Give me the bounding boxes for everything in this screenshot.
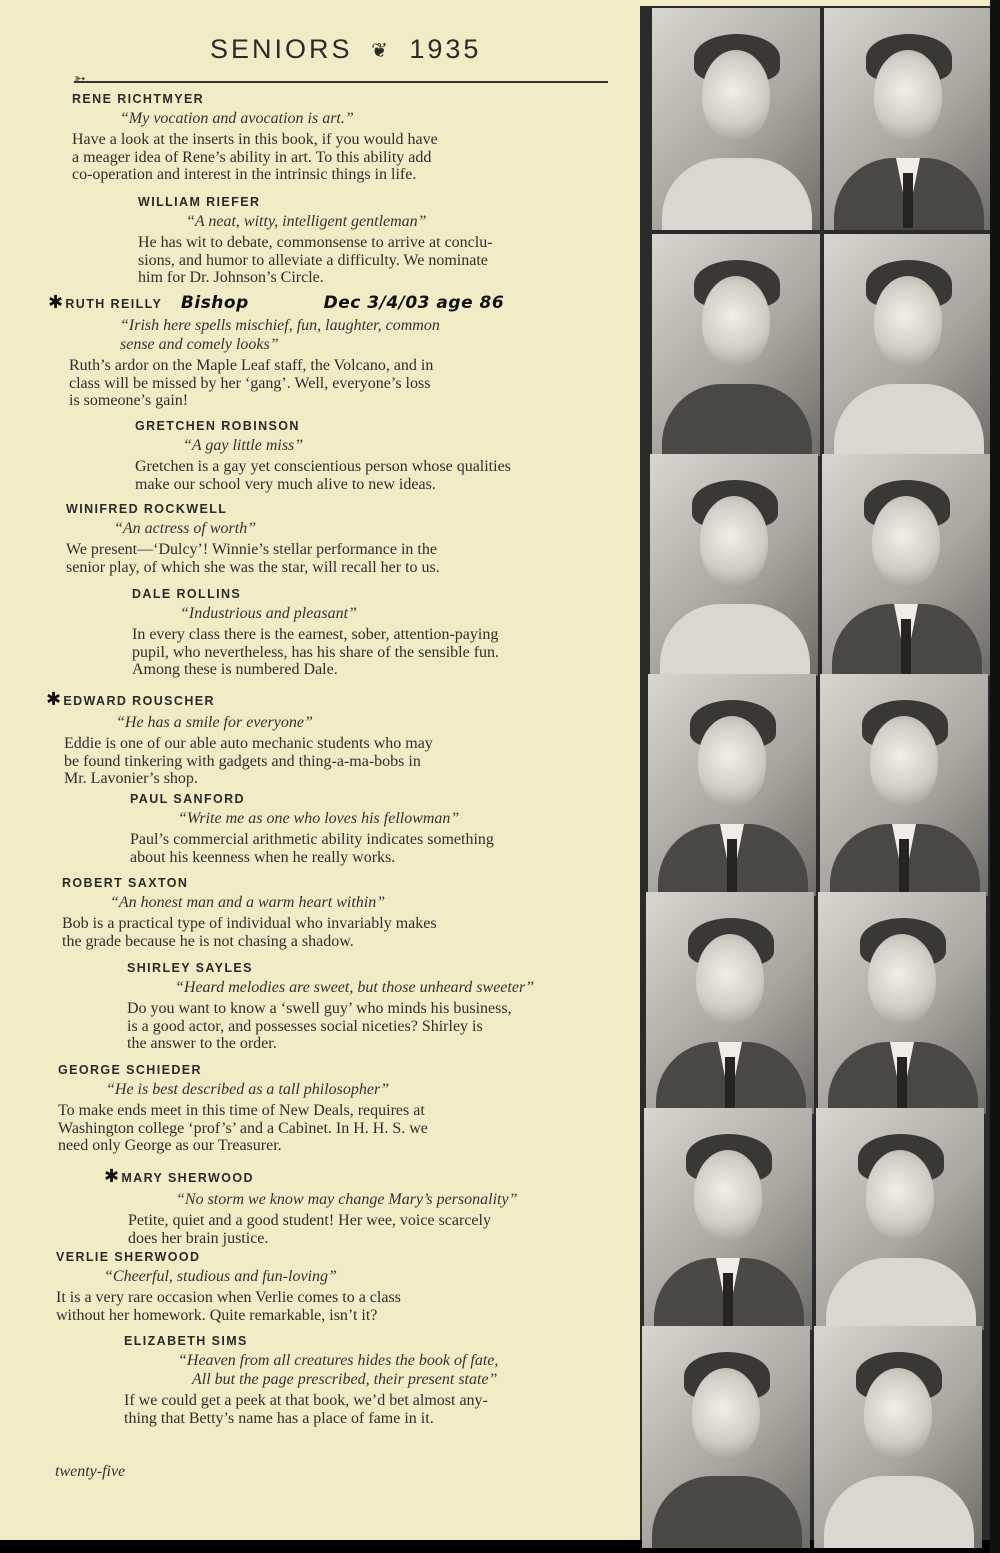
- portrait-photo: [822, 454, 990, 676]
- bio-line: is a good actor, and possesses social niceties? Shirley is: [127, 1017, 483, 1035]
- bio-line: We present—‘Dulcy’! Winnie’s stellar performance in the: [66, 541, 437, 558]
- senior-name: EDWARD ROUSCHER: [63, 694, 215, 708]
- bio-line: make our school very much alive to new ideas.: [135, 475, 436, 493]
- handwritten-star-mark: ✱: [48, 292, 65, 312]
- quote-line: All but the page prescribed, their present state”: [192, 1371, 498, 1388]
- senior-quote: “Cheerful, studious and fun-loving”: [104, 1268, 337, 1285]
- bio-line: Washington college ‘prof’s’ and a Cabinet. In H. H. S. we: [58, 1119, 428, 1137]
- senior-entry: [130, 792, 610, 866]
- maple-leaf-icon: ❦: [371, 40, 391, 63]
- senior-quote: “Heard melodies are sweet, but those unheard sweeter”: [175, 979, 535, 996]
- bio-line: To make ends meet in this time of New Deals, requires at: [58, 1102, 425, 1119]
- senior-bio: [124, 1392, 614, 1427]
- senior-quote: “A gay little miss”: [183, 437, 304, 454]
- portrait-grid: [640, 6, 992, 1540]
- portrait-photo: [646, 892, 814, 1114]
- senior-bio: [66, 541, 626, 576]
- senior-name: ROBERT SAXTON: [62, 876, 189, 890]
- bio-line: Paul’s commercial arithmetic ability indicates something: [130, 831, 494, 848]
- senior-quote: [120, 316, 618, 354]
- senior-name: ELIZABETH SIMS: [124, 1334, 248, 1348]
- senior-bio: [132, 626, 612, 679]
- senior-name: GEORGE SCHIEDER: [58, 1063, 202, 1077]
- senior-bio: [58, 1102, 618, 1155]
- page-edge: [990, 0, 1000, 1553]
- senior-quote: [178, 1351, 614, 1389]
- bio-line: a meager idea of Rene’s ability in art. To this ability add: [72, 148, 432, 166]
- bio-line: In every class there is the earnest, sober, attention-paying: [132, 626, 499, 643]
- senior-bio: [64, 735, 606, 788]
- senior-entry: [58, 1063, 618, 1155]
- quote-line: sense and comely looks”: [120, 336, 279, 353]
- senior-bio: [128, 1212, 604, 1247]
- portrait-photo: [814, 1326, 982, 1548]
- senior-name: GRETCHEN ROBINSON: [135, 419, 300, 433]
- bio-line: about his keenness when he really works.: [130, 848, 396, 866]
- senior-bio: [127, 1000, 607, 1053]
- bio-line: Gretchen is a gay yet conscientious person whose qualities: [135, 458, 511, 475]
- bio-line: Do you want to know a ‘swell guy’ who minds his business,: [127, 1000, 512, 1017]
- bio-line: thing that Betty’s name has a place of fame in it.: [124, 1409, 434, 1427]
- arrow-ornament-icon: ➳: [74, 72, 86, 87]
- bio-line: sions, and humor to alleviate a difficulty. We nominate: [138, 251, 488, 269]
- bio-line: need only George as our Treasurer.: [58, 1137, 282, 1154]
- portrait-photo: [644, 1108, 812, 1330]
- portrait-photo: [650, 454, 818, 676]
- bio-line: without her homework. Quite remarkable, isn’t it?: [56, 1306, 378, 1324]
- senior-name: SHIRLEY SAYLES: [127, 961, 253, 975]
- senior-quote: “He has a smile for everyone”: [116, 714, 313, 731]
- senior-entry: [104, 1166, 604, 1247]
- bio-line: Petite, quiet and a good student! Her wee, voice scarcely: [128, 1212, 491, 1229]
- handwritten-star-mark: ✱: [46, 689, 63, 709]
- handwritten-note: Dec 3/4/03 age 86: [323, 293, 505, 313]
- senior-bio: [130, 831, 610, 866]
- senior-name-row: [46, 689, 606, 710]
- senior-quote: “Industrious and pleasant”: [180, 605, 357, 622]
- portrait-photo: [652, 234, 820, 456]
- header-year: 1935: [409, 34, 482, 64]
- bio-line: class will be missed by her ‘gang’. Well, everyone’s loss: [69, 374, 431, 392]
- senior-quote: “My vocation and avocation is art.”: [120, 110, 354, 127]
- senior-bio: [138, 234, 618, 287]
- bio-line: does her brain justice.: [128, 1229, 269, 1247]
- page-number: twenty-five: [55, 1463, 126, 1480]
- senior-bio: [62, 915, 622, 950]
- bio-line: It is a very rare occasion when Verlie comes to a class: [56, 1289, 401, 1306]
- senior-bio: [69, 357, 618, 410]
- bio-line: Among these is numbered Dale.: [132, 661, 338, 678]
- senior-name-row: [48, 292, 618, 313]
- senior-bio: [72, 131, 632, 184]
- portrait-photo: [824, 8, 992, 230]
- portrait-photo: [816, 1108, 984, 1330]
- senior-name: WINIFRED ROCKWELL: [66, 502, 228, 516]
- senior-entry: [66, 502, 626, 576]
- senior-entry: [135, 419, 615, 493]
- senior-name: RUTH REILLY: [65, 297, 163, 311]
- senior-name: DALE ROLLINS: [132, 587, 242, 601]
- senior-quote: “An honest man and a warm heart within”: [110, 894, 386, 911]
- bio-line: Eddie is one of our able auto mechanic students who may: [64, 735, 433, 752]
- portrait-photo: [648, 674, 816, 896]
- bio-line: the grade because he is not chasing a shadow.: [62, 932, 354, 950]
- senior-name: MARY SHERWOOD: [121, 1171, 254, 1185]
- bio-line: Bob is a practical type of individual who invariably makes: [62, 915, 437, 932]
- bio-line: him for Dr. Johnson’s Circle.: [138, 269, 324, 286]
- senior-entry: [132, 587, 612, 679]
- senior-entry: [62, 876, 622, 950]
- senior-entry: [56, 1250, 616, 1324]
- senior-quote: “A neat, witty, intelligent gentleman”: [186, 213, 427, 230]
- header-rule: [74, 81, 608, 83]
- quote-line: “Irish here spells mischief, fun, laughter, common: [120, 317, 440, 334]
- bio-line: If we could get a peek at that book, we’d bet almost any-: [124, 1392, 488, 1409]
- header-title: SENIORS: [210, 34, 353, 64]
- senior-entry: [48, 292, 618, 410]
- senior-entry: [124, 1334, 614, 1427]
- senior-quote: “Write me as one who loves his fellowman”: [178, 810, 460, 827]
- senior-bio: [56, 1289, 616, 1324]
- senior-quote: “An actress of worth”: [114, 520, 257, 537]
- bio-line: Have a look at the inserts in this book, if you would have: [72, 131, 438, 148]
- senior-name-row: [104, 1166, 604, 1187]
- bio-line: co-operation and interest in the intrinsic things in life.: [72, 166, 417, 183]
- handwritten-star-mark: ✱: [104, 1166, 121, 1186]
- senior-entry: [127, 961, 607, 1053]
- senior-name: RENE RICHTMYER: [72, 92, 205, 106]
- bio-line: the answer to the order.: [127, 1035, 277, 1052]
- page-header: [210, 34, 481, 65]
- bio-line: He has wit to debate, commonsense to arrive at conclu-: [138, 234, 493, 251]
- senior-quote: “No storm we know may change Mary’s personality”: [176, 1191, 518, 1208]
- senior-entry: [138, 195, 618, 287]
- bio-line: be found tinkering with gadgets and thing-a-ma-bobs in: [64, 752, 421, 770]
- senior-name: WILLIAM RIEFER: [138, 195, 261, 209]
- bio-line: pupil, who nevertheless, has his share of the sensible fun.: [132, 643, 500, 661]
- bio-line: Ruth’s ardor on the Maple Leaf staff, the Volcano, and in: [69, 357, 434, 374]
- bio-line: senior play, of which she was the star, will recall her to us.: [66, 558, 440, 576]
- portrait-photo: [652, 8, 820, 230]
- bio-line: is someone’s gain!: [69, 392, 189, 409]
- portrait-photo: [818, 892, 986, 1114]
- senior-bio: [135, 458, 615, 493]
- senior-name: PAUL SANFORD: [130, 792, 245, 806]
- senior-name: VERLIE SHERWOOD: [56, 1250, 201, 1264]
- portrait-photo: [642, 1326, 810, 1548]
- bio-line: Mr. Lavonier’s shop.: [64, 770, 198, 787]
- handwritten-surname: Bishop: [180, 293, 249, 313]
- senior-entry: [46, 689, 606, 788]
- portrait-photo: [820, 674, 988, 896]
- quote-line: “Heaven from all creatures hides the book of fate,: [178, 1352, 499, 1369]
- senior-quote: “He is best described as a tall philosopher”: [106, 1081, 390, 1098]
- senior-entry: [72, 92, 632, 184]
- portrait-photo: [824, 234, 992, 456]
